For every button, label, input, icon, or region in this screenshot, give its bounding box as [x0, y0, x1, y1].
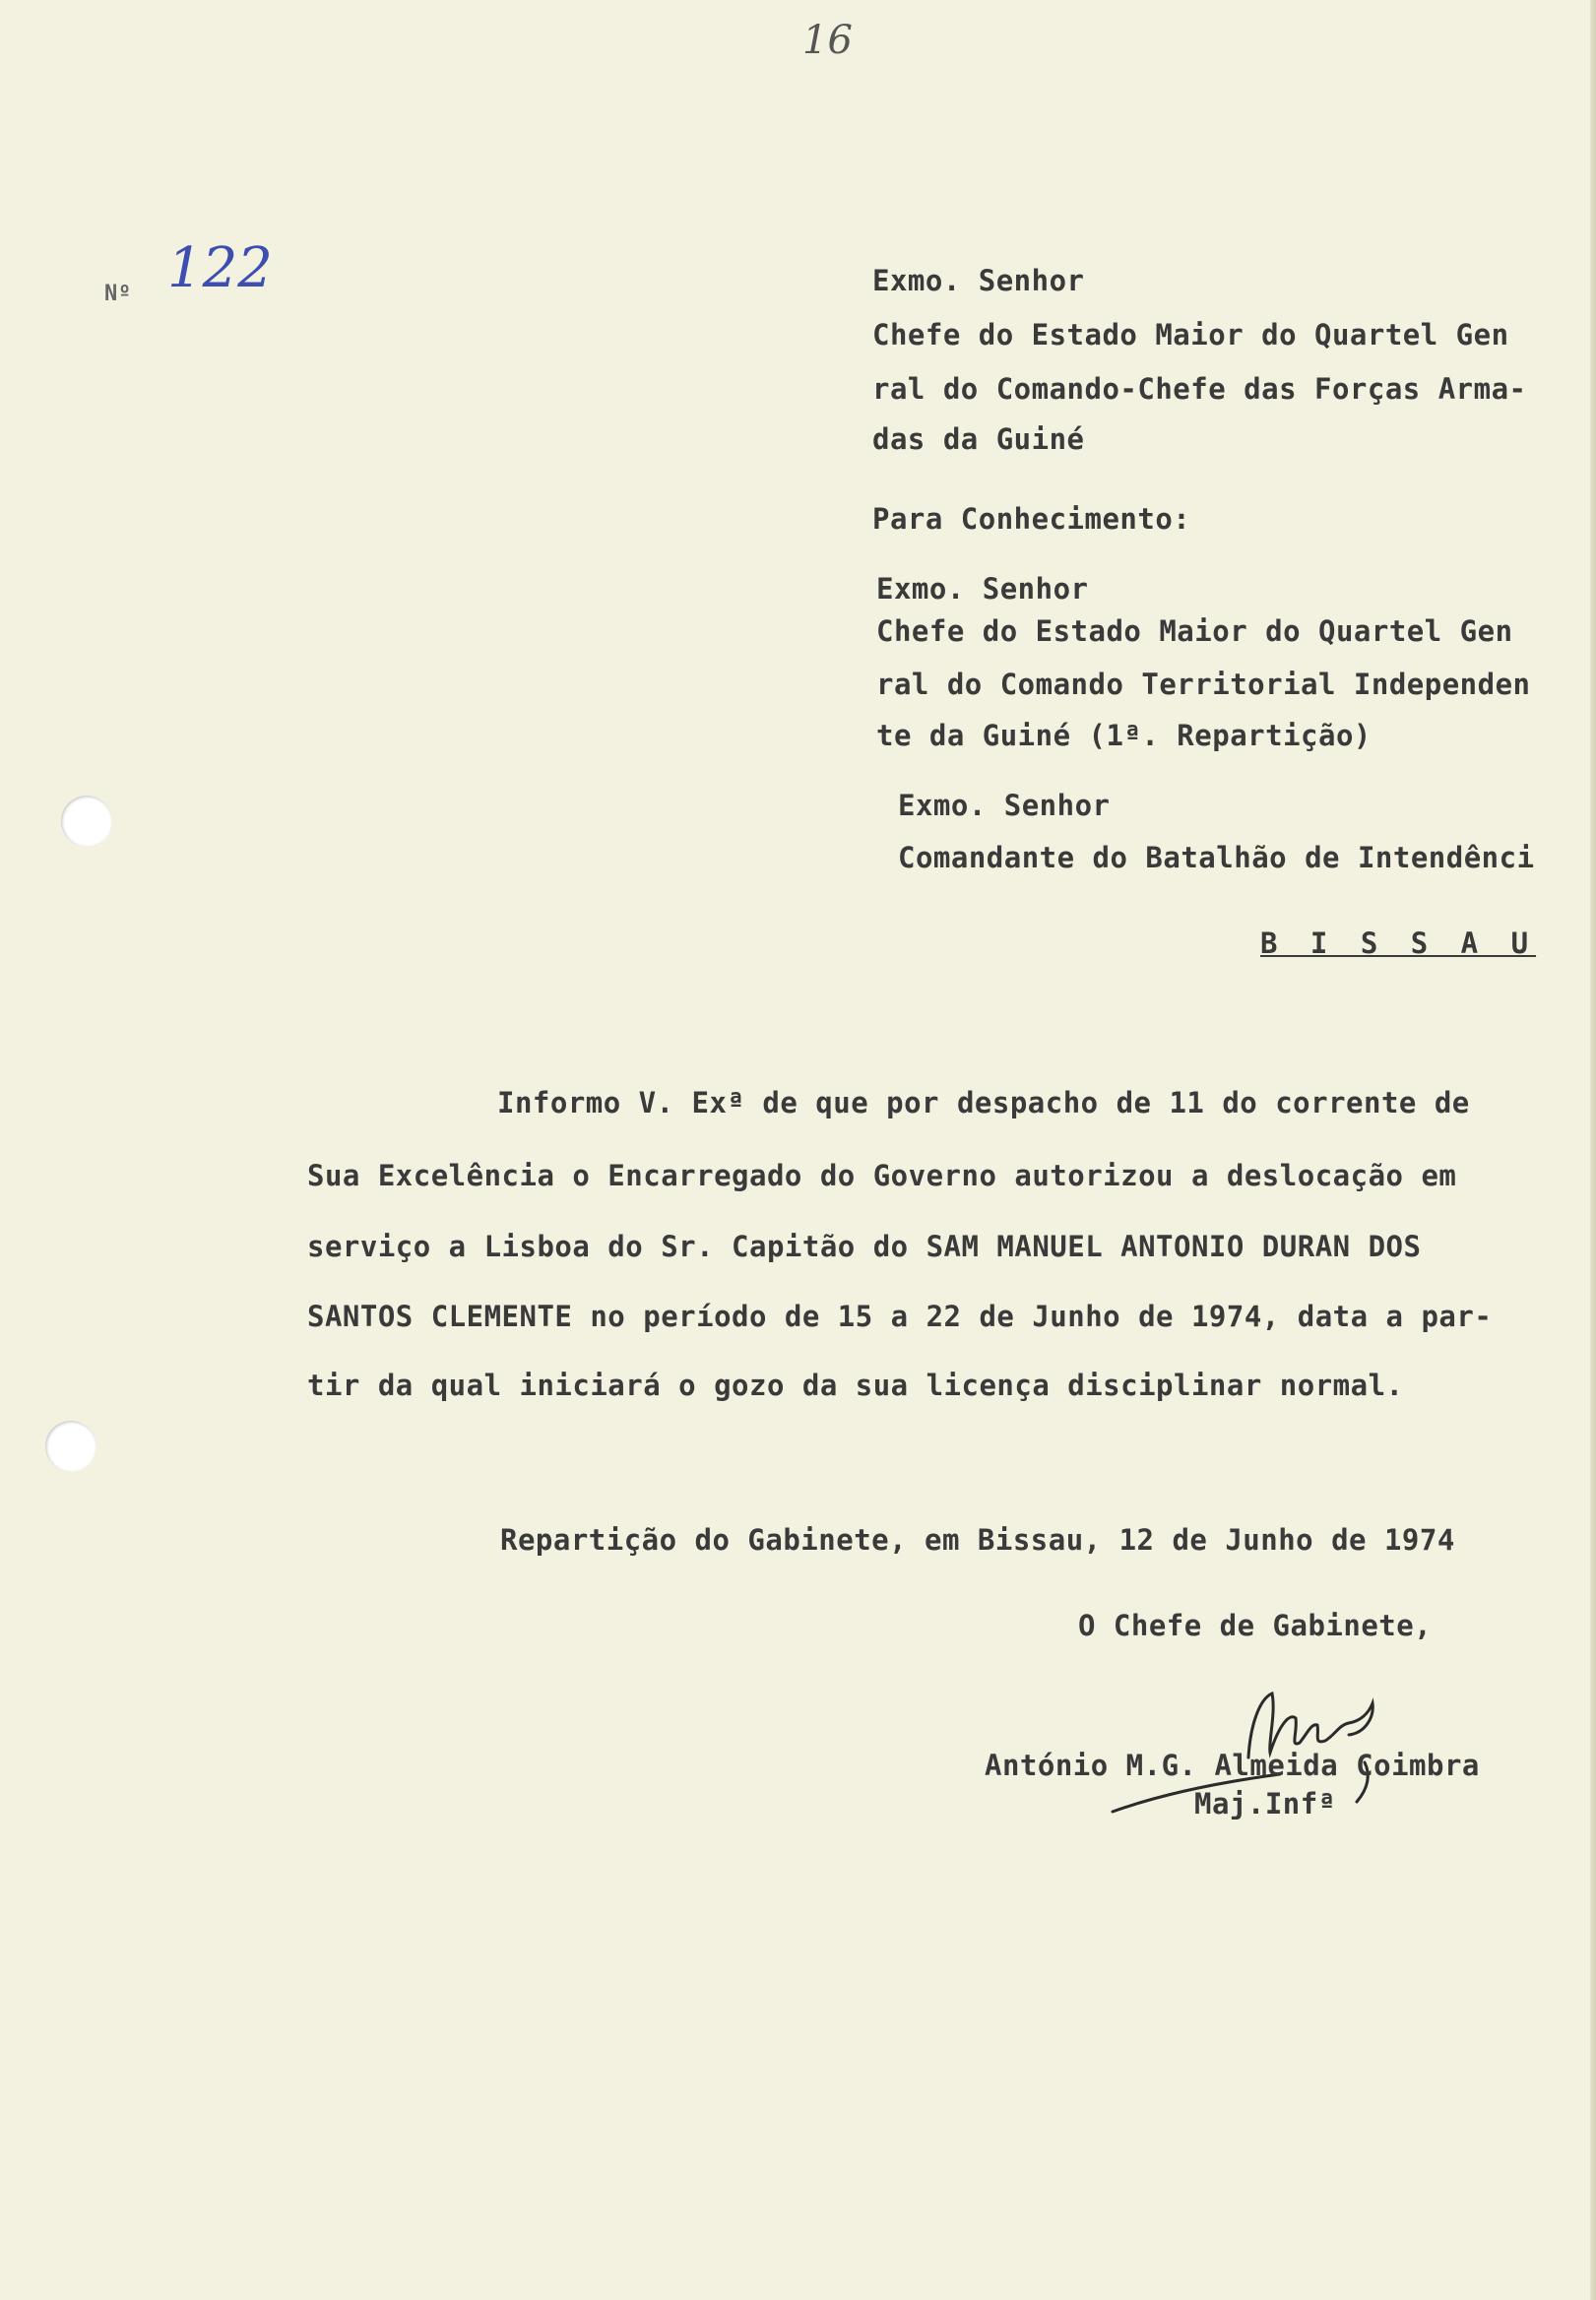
- body-line: SANTOS CLEMENTE no período de 15 a 22 de Junho de 1974, data a par-: [307, 1300, 1493, 1333]
- signatory-rank: Maj.Infª: [1194, 1787, 1336, 1821]
- primary-line: ral do Comando-Chefe das Forças Arma-: [872, 372, 1527, 406]
- primary-salutation: Exmo. Senhor: [872, 264, 1085, 297]
- body-line: Informo V. Exª de que por despacho de 11 do corrente de: [497, 1086, 1470, 1119]
- cc2-salutation: Exmo. Senhor: [898, 789, 1111, 822]
- cc2-line: Comandante do Batalhão de Intendênci: [898, 841, 1535, 874]
- page-number: 16: [802, 18, 853, 63]
- cc1-line: te da Guiné (1ª. Repartição): [876, 719, 1372, 752]
- closing-title: O Chefe de Gabinete,: [1078, 1609, 1433, 1642]
- punch-hole-top: [61, 796, 112, 847]
- body-line: serviço a Lisboa do Sr. Capitão do SAM MANUEL ANTONIO DURAN DOS: [307, 1230, 1422, 1263]
- cc1-salutation: Exmo. Senhor: [876, 572, 1089, 606]
- primary-line: das da Guiné: [872, 422, 1085, 456]
- reference-label: Nº: [104, 282, 132, 306]
- reference-number: 122: [167, 236, 273, 300]
- cc1-line: ral do Comando Territorial Independen: [876, 668, 1531, 701]
- body-line: tir da qual iniciará o gozo da sua licença disciplinar normal.: [307, 1369, 1404, 1402]
- primary-line: Chefe do Estado Maior do Quartel Gen: [872, 318, 1509, 351]
- punch-hole-bottom: [45, 1421, 96, 1472]
- signatory-name: António M.G. Almeida Coimbra: [985, 1749, 1480, 1782]
- paper-edge: [1590, 0, 1596, 2300]
- place-date: Repartição do Gabinete, em Bissau, 12 de Junho de 1974: [500, 1523, 1455, 1557]
- body-line: Sua Excelência o Encarregado do Governo autorizou a deslocação em: [307, 1159, 1457, 1192]
- cc1-line: Chefe do Estado Maior do Quartel Gen: [876, 614, 1513, 648]
- for-knowledge-label: Para Conhecimento:: [872, 502, 1191, 536]
- city: B I S S A U: [1260, 926, 1537, 960]
